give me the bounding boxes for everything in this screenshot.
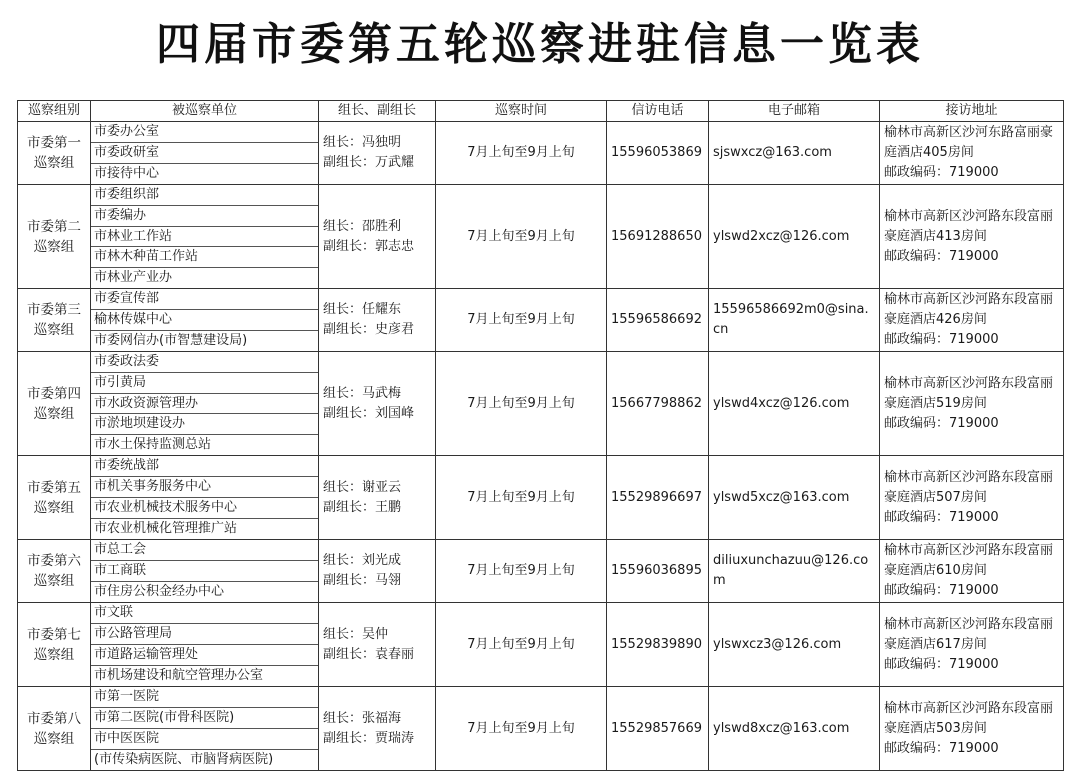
units-cell bbox=[91, 540, 319, 603]
group-name: 市委第五巡察组 bbox=[27, 479, 81, 516]
unit-item: 市机场建设和航空管理办公室 bbox=[94, 668, 264, 683]
deputy-name: 副组长：万武耀 bbox=[323, 155, 415, 170]
table-row bbox=[18, 540, 1064, 603]
time-cell: 7月上旬至9月上旬 bbox=[436, 185, 607, 289]
table-header-row bbox=[18, 101, 1064, 122]
table-row bbox=[18, 456, 1064, 540]
unit-item: 市林木种苗工作站 bbox=[91, 247, 318, 268]
unit-item: 市委政法委 bbox=[91, 352, 318, 373]
unit-item: 市农业机械技术服务中心 bbox=[91, 498, 318, 519]
address-cell bbox=[880, 687, 1064, 771]
deputy-name: 副组长：史彦君 bbox=[323, 322, 415, 337]
address-line-1: 榆林市高新区沙河路东段富丽 bbox=[884, 208, 1054, 224]
table-row bbox=[18, 352, 1064, 456]
unit-item: 市水土保持监测总站 bbox=[94, 437, 212, 453]
units-cell bbox=[91, 122, 319, 185]
postcode: 邮政编码：719000 bbox=[884, 165, 999, 180]
address-cell bbox=[880, 603, 1064, 687]
unit-item: 市委网信办(市智慧建设局) bbox=[94, 333, 248, 348]
unit-item: 市第二医院(市骨科医院) bbox=[91, 708, 318, 729]
address-line-2: 豪庭酒店426房间 bbox=[884, 312, 987, 327]
table-row bbox=[18, 185, 1064, 289]
email-cell: ylswxcz3@126.com bbox=[709, 603, 880, 687]
address-line-2: 豪庭酒店519房间 bbox=[884, 395, 987, 411]
unit-item: 市林业产业办 bbox=[94, 270, 173, 286]
units-cell bbox=[91, 456, 319, 540]
inspection-table bbox=[17, 100, 1064, 771]
unit-item: 市公路管理局 bbox=[91, 624, 318, 645]
units-cell bbox=[91, 352, 319, 456]
phone-cell: 15691288650 bbox=[607, 185, 709, 289]
group-cell bbox=[18, 122, 91, 185]
address-line-2: 豪庭酒店610房间 bbox=[884, 563, 987, 578]
group-name: 市委第四巡察组 bbox=[27, 385, 81, 422]
email-cell: sjswxcz@163.com bbox=[709, 122, 880, 185]
unit-item: 榆林传媒中心 bbox=[91, 310, 318, 331]
unit-item: 市住房公积金经办中心 bbox=[94, 584, 225, 599]
table-row bbox=[18, 603, 1064, 687]
group-cell bbox=[18, 540, 91, 603]
group-name: 市委第三巡察组 bbox=[27, 302, 81, 338]
address-line-2: 豪庭酒店413房间 bbox=[884, 228, 987, 244]
phone-cell: 15529896697 bbox=[607, 456, 709, 540]
deputy-name: 副组长：郭志忠 bbox=[323, 238, 415, 254]
deputy-name: 副组长：袁春丽 bbox=[323, 646, 415, 662]
email-cell: diliuxunchazuu@126.com bbox=[709, 540, 880, 603]
leaders-cell bbox=[319, 289, 436, 352]
unit-item: 市引黄局 bbox=[91, 373, 318, 394]
time-cell: 7月上旬至9月上旬 bbox=[436, 540, 607, 603]
address-line-1: 榆林市高新区沙河东路富丽豪 bbox=[884, 125, 1054, 140]
leaders-cell bbox=[319, 122, 436, 185]
phone-cell: 15529857669 bbox=[607, 687, 709, 771]
deputy-name: 副组长：马翎 bbox=[323, 573, 402, 588]
phone-cell: 15529839890 bbox=[607, 603, 709, 687]
address-cell bbox=[880, 122, 1064, 185]
group-name: 市委第二巡察组 bbox=[27, 218, 81, 255]
group-cell bbox=[18, 603, 91, 687]
header-group: 巡察组别 bbox=[18, 101, 91, 122]
table-row bbox=[18, 687, 1064, 771]
address-cell bbox=[880, 185, 1064, 289]
group-cell bbox=[18, 687, 91, 771]
header-phone: 信访电话 bbox=[607, 101, 709, 122]
unit-item: 市委办公室 bbox=[91, 122, 318, 143]
group-cell bbox=[18, 456, 91, 540]
unit-item: 市淤地坝建设办 bbox=[91, 414, 318, 435]
phone-cell: 15596053869 bbox=[607, 122, 709, 185]
leader-name: 组长：张福海 bbox=[323, 710, 402, 726]
group-cell bbox=[18, 289, 91, 352]
phone-cell: 15667798862 bbox=[607, 352, 709, 456]
address-line-1: 榆林市高新区沙河路东段富丽 bbox=[884, 292, 1054, 307]
address-line-1: 榆林市高新区沙河路东段富丽 bbox=[884, 543, 1054, 558]
address-cell bbox=[880, 352, 1064, 456]
postcode: 邮政编码：719000 bbox=[884, 740, 999, 756]
leader-name: 组长：马武梅 bbox=[323, 385, 402, 401]
leaders-cell bbox=[319, 687, 436, 771]
time-cell: 7月上旬至9月上旬 bbox=[436, 687, 607, 771]
time-cell: 7月上旬至9月上旬 bbox=[436, 456, 607, 540]
postcode: 邮政编码：719000 bbox=[884, 656, 999, 672]
email-cell: ylswd5xcz@163.com bbox=[709, 456, 880, 540]
table-row bbox=[18, 122, 1064, 185]
leaders-cell bbox=[319, 352, 436, 456]
deputy-name: 副组长：贾瑞涛 bbox=[323, 730, 415, 746]
leader-name: 组长：任耀东 bbox=[323, 302, 402, 317]
leader-name: 组长：冯独明 bbox=[323, 135, 402, 150]
leaders-cell bbox=[319, 603, 436, 687]
time-cell: 7月上旬至9月上旬 bbox=[436, 603, 607, 687]
address-line-2: 豪庭酒店617房间 bbox=[884, 636, 987, 652]
phone-cell: 15596036895 bbox=[607, 540, 709, 603]
address-line-1: 榆林市高新区沙河路东段富丽 bbox=[884, 616, 1054, 632]
group-name: 市委第八巡察组 bbox=[27, 710, 81, 747]
unit-item: 市道路运输管理处 bbox=[91, 645, 318, 666]
group-name: 市委第六巡察组 bbox=[27, 553, 81, 589]
time-cell: 7月上旬至9月上旬 bbox=[436, 289, 607, 352]
postcode: 邮政编码：719000 bbox=[884, 583, 999, 598]
unit-item: 市委编办 bbox=[91, 206, 318, 227]
header-unit: 被巡察单位 bbox=[91, 101, 319, 122]
time-cell: 7月上旬至9月上旬 bbox=[436, 122, 607, 185]
group-cell bbox=[18, 352, 91, 456]
deputy-name: 副组长：王鹏 bbox=[323, 499, 402, 515]
address-line-1: 榆林市高新区沙河路东段富丽 bbox=[884, 469, 1054, 485]
postcode: 邮政编码：719000 bbox=[884, 332, 999, 347]
header-email: 电子邮箱 bbox=[709, 101, 880, 122]
leaders-cell bbox=[319, 185, 436, 289]
unit-item: 市机关事务服务中心 bbox=[91, 477, 318, 498]
email-cell: ylswd2xcz@126.com bbox=[709, 185, 880, 289]
address-line-2: 豪庭酒店503房间 bbox=[884, 720, 987, 736]
address-cell bbox=[880, 289, 1064, 352]
unit-item: 市委宣传部 bbox=[91, 289, 318, 310]
phone-cell: 15596586692 bbox=[607, 289, 709, 352]
leader-name: 组长：吴仲 bbox=[323, 626, 389, 642]
deputy-name: 副组长：刘国峰 bbox=[323, 405, 415, 421]
group-cell bbox=[18, 185, 91, 289]
address-line-2: 庭酒店405房间 bbox=[884, 145, 974, 160]
table-row bbox=[18, 289, 1064, 352]
units-cell bbox=[91, 185, 319, 289]
address-cell bbox=[880, 456, 1064, 540]
header-time: 巡察时间 bbox=[436, 101, 607, 122]
page-title: 四届市委第五轮巡察进驻信息一览表 bbox=[156, 19, 924, 70]
unit-item: 市水政资源管理办 bbox=[91, 394, 318, 415]
unit-item: 市委统战部 bbox=[91, 456, 318, 477]
unit-item: 市林业工作站 bbox=[91, 227, 318, 248]
leader-name: 组长：邵胜利 bbox=[323, 218, 402, 234]
address-line-2: 豪庭酒店507房间 bbox=[884, 489, 987, 505]
unit-item: 市第一医院 bbox=[91, 687, 318, 708]
units-cell bbox=[91, 289, 319, 352]
address-line-1: 榆林市高新区沙河路东段富丽 bbox=[884, 375, 1054, 391]
units-cell bbox=[91, 603, 319, 687]
leader-name: 组长：刘光成 bbox=[323, 553, 402, 568]
group-name: 市委第一巡察组 bbox=[27, 135, 81, 171]
unit-item: 市农业机械化管理推广站 bbox=[94, 521, 238, 536]
postcode: 邮政编码：719000 bbox=[884, 509, 999, 525]
unit-item: 市总工会 bbox=[91, 540, 318, 561]
units-cell bbox=[91, 687, 319, 771]
unit-item: 市文联 bbox=[91, 603, 318, 624]
header-address: 接访地址 bbox=[880, 101, 1064, 122]
postcode: 邮政编码：719000 bbox=[884, 248, 999, 264]
unit-item: 市接待中心 bbox=[94, 166, 160, 181]
time-cell: 7月上旬至9月上旬 bbox=[436, 352, 607, 456]
leaders-cell bbox=[319, 540, 436, 603]
unit-item: 市委政研室 bbox=[91, 143, 318, 164]
email-cell: ylswd4xcz@126.com bbox=[709, 352, 880, 456]
email-cell: 15596586692m0@sina.cn bbox=[709, 289, 880, 352]
leader-name: 组长：谢亚云 bbox=[323, 479, 402, 495]
leaders-cell bbox=[319, 456, 436, 540]
postcode: 邮政编码：719000 bbox=[884, 415, 999, 431]
address-line-1: 榆林市高新区沙河路东段富丽 bbox=[884, 700, 1054, 716]
email-cell: ylswd8xcz@163.com bbox=[709, 687, 880, 771]
unit-item: 市委组织部 bbox=[91, 185, 318, 206]
group-name: 市委第七巡察组 bbox=[27, 626, 81, 663]
header-leaders: 组长、副组长 bbox=[319, 101, 436, 122]
unit-item: (市传染病医院、市脑肾病医院) bbox=[94, 752, 274, 767]
unit-item: 市工商联 bbox=[91, 561, 318, 582]
address-cell bbox=[880, 540, 1064, 603]
unit-item: 市中医医院 bbox=[91, 729, 318, 750]
